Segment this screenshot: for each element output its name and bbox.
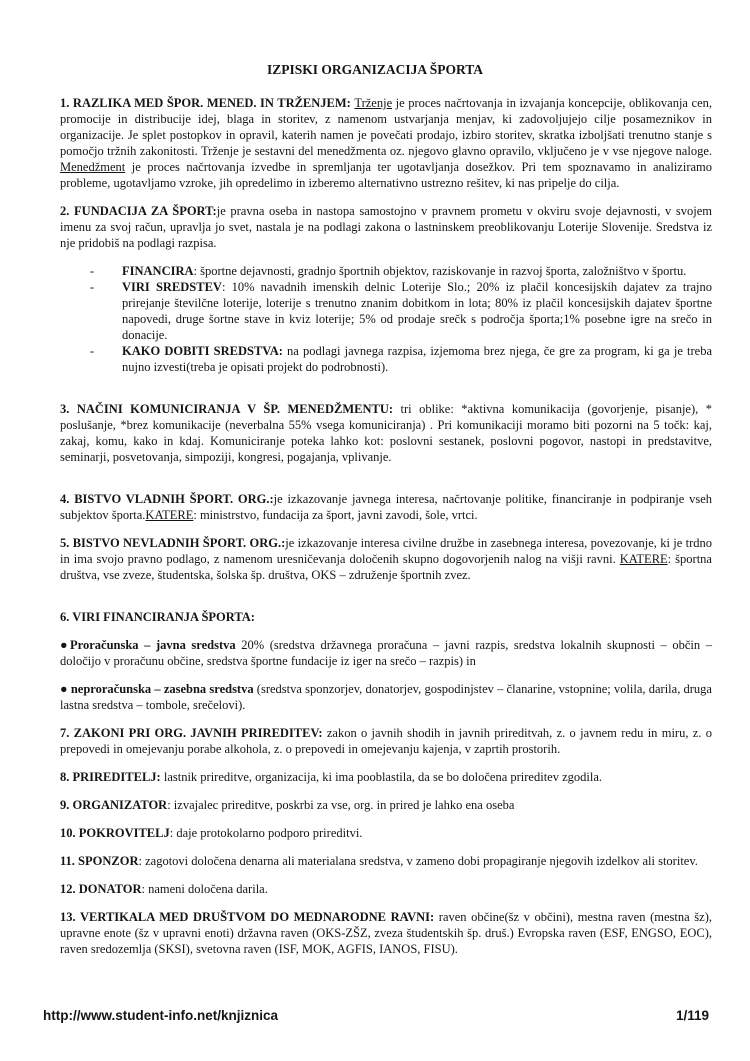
- text-run: KAKO DOBITI SREDSTVA:: [122, 344, 283, 358]
- text-run: 6. VIRI FINANCIRANJA ŠPORTA:: [60, 610, 255, 624]
- text-run: je proces načrtovanja izvedbe in spremljanja ter ugotavljanja dosežkov. Pri tem spoznavamo in analiziramo probleme, ugotavljamo vzroke, jih opredelimo in izberemo alternativno ustrezno rešitev, ki nas pripelje do cilja.: [60, 160, 712, 190]
- dash-bullet-icon: -: [90, 344, 95, 358]
- text-run: Menedžment: [60, 160, 126, 174]
- dash-bullet-icon: -: [90, 280, 95, 294]
- section-8: [60, 769, 712, 785]
- dash-bullet-icon: -: [90, 264, 95, 278]
- section-9: [60, 797, 712, 813]
- text-run: 10. POKROVITELJ: [60, 826, 170, 840]
- blank-line-spacer: [60, 387, 712, 401]
- text-run: : zagotovi določena denarna ali materialana sredstva, v zameno dobi propagiranje njegovih izdelkov ali storitev.: [138, 854, 698, 868]
- blank-line-spacer: [60, 595, 712, 609]
- text-run: 5. BISTVO NEVLADNIH ŠPORT. ORG.:: [60, 536, 286, 550]
- section-11: [60, 853, 712, 869]
- list-item: [60, 279, 712, 343]
- section-4: [60, 491, 712, 523]
- text-run: Trženje: [354, 96, 393, 110]
- page-footer: [43, 1008, 709, 1024]
- text-run: : daje protokolarno podporo prireditvi.: [169, 826, 363, 840]
- list-item: [60, 263, 712, 279]
- text-run: 8. PRIREDITELJ:: [60, 770, 164, 784]
- text-run: 12. DONATOR: [60, 882, 142, 896]
- text-run: je proces načrtovanja in izvajanja koncepcije, oblikovanja cen, promocije in distribucije idej, blaga in storitev, z namenom ustvarjanja menjav, ki zadovoljujejo cilje posameznikov in organizacije. Je splet postopkov in opravil, katerih namen je povečati prodajo, izbiro storitev, skratka izboljšati trenutno stanje s pomočjo tržnih zakonitosti. Trženje je sestavni del menedžmenta oz. njegovo glavno opravilo, vključeno je v vse njegove naloge.: [60, 96, 712, 158]
- text-run: 11. SPONZOR: [60, 854, 139, 868]
- text-run: : izvajalec prireditve, poskrbi za vse, org. in prired je lahko ena oseba: [167, 798, 515, 812]
- text-run: 7. ZAKONI PRI ORG. JAVNIH PRIREDITEV:: [60, 726, 327, 740]
- footer-url: http://www.student-info.net/knjiznica: [43, 1008, 278, 1023]
- section-12: [60, 881, 712, 897]
- section-2: [60, 203, 712, 251]
- section-1: [60, 95, 712, 191]
- text-run: zakon o javnih shodih in javnih prireditvah, z. o javnem redu in miru, z. o prepovedi in omejevanju porabe alkohola, z. o prepovedi in omejevanju kajenja, v zaprtih prostorih.: [60, 726, 713, 756]
- section-6-bullet-1: [60, 637, 712, 669]
- text-run: : športne dejavnosti, gradnjo športnih objektov, raziskovanje in razvoj športa, založništvo v športu.: [193, 264, 687, 278]
- text-run: : nameni določena darila.: [141, 882, 268, 896]
- section-5: [60, 535, 712, 583]
- list-item: [60, 343, 712, 375]
- text-run: raven občine(šz v občini), mestna raven (mestna šz), upravne enote (šz v upravni enoti) državna raven (OKS-ZŠZ, zveza študentskih šp. druš.) Evropska raven (ESF, ENGSO, EOC), raven sredozemlja (SKSI), svetovna raven (ISF, MOK, AGFIS, IANOS, FISU).: [60, 910, 712, 956]
- text-run: ●Proračunska – javna sredstva: [60, 638, 236, 652]
- text-run: VIRI SREDSTEV: [122, 280, 222, 294]
- section-6-heading: [60, 609, 712, 625]
- text-run: : 10% navadnih imenskih delnic Loterije Slo.; 20% iz plačil koncesijskih dajatev za trajno prirejanje številčne loterije, loterije s trenutno znanim dobitkom in lota; 80% iz plačil koncesijskih dajatev športne napovedi, druge šortne stave in kviz loterije; 5% od prodaje srečk s področja športa;1% posebne igre na srečo in donacije.: [122, 280, 713, 342]
- page-title: IZPISKI ORGANIZACIJA ŠPORTA: [266, 62, 484, 77]
- text-run: FINANCIRA: [122, 264, 194, 278]
- document-content: [60, 62, 712, 969]
- text-run: je izkazovanje interesa civilne družbe in zasebnega interesa, povezovanje, ki je trdno in ima svojo pravno podlago, z namenom uresničevanja določenih skupno dogovorjenih nalog na višji ravni.: [60, 536, 712, 566]
- text-run: 20% (sredstva državnega proračuna – javni razpis, sredstva lokalnih skupnosti – občin – določijo v proračunu občine, sredstva športne fundacije iz iger na srečo – razpis) in: [60, 638, 712, 668]
- text-run: je izkazovanje javnega interesa, načrtovanje politike, financiranje in podpiranje vseh subjektov športa.: [60, 492, 712, 522]
- text-run: na podlagi javnega razpisa, izjemoma brez njega, če gre za program, ki ga je treba nujno izvesti(treba je opisati projekt do podrobnosti).: [122, 344, 712, 374]
- text-run: lastnik prireditve, organizacija, ki ima pooblastila, da se bo določena prireditev zgodila.: [163, 770, 603, 784]
- text-run: ● neproračunska – zasebna sredstva: [60, 682, 257, 696]
- section-6-bullet-2: [60, 681, 712, 713]
- page-number: 1/119: [675, 1008, 709, 1023]
- section-2-list: [60, 263, 712, 375]
- text-run: 9. ORGANIZATOR: [60, 798, 168, 812]
- text-run: (sredstva sponzorjev, donatorjev, gospodinjstev – članarine, vstopnine; volila, darila, druga lastna sredstva – tombole, srečelovi).: [60, 682, 712, 712]
- text-run: 3. NAČINI KOMUNICIRANJA V ŠP. MENEDŽMENTU:: [60, 402, 401, 416]
- text-run: : športna društva, vse zveze, študentska, šolska šp. društva, OKS – združenje športnih zvez.: [60, 552, 712, 582]
- section-13: [60, 909, 712, 957]
- document-blocks: [60, 95, 712, 957]
- text-run: 2. FUNDACIJA ZA ŠPORT:: [60, 204, 217, 218]
- blank-line-spacer: [60, 477, 712, 491]
- text-run: 4. BISTVO VLADNIH ŠPORT. ORG.:: [60, 492, 274, 506]
- text-run: KATERE: [145, 508, 194, 522]
- section-10: [60, 825, 712, 841]
- text-run: : ministrstvo, fundacija za šport, javni zavodi, šole, vrtci.: [193, 508, 478, 522]
- section-3: [60, 401, 712, 465]
- text-run: KATERE: [619, 552, 668, 566]
- section-7: [60, 725, 712, 757]
- text-run: 1. RAZLIKA MED ŠPOR. MENED. IN TRŽENJEM:: [60, 96, 355, 110]
- text-run: tri oblike: *aktivna komunikacija (govorjenje, pisanje), * poslušanje, *brez komunikacije (neverbalna 55% vsega komuniciranja) . Pri komunikaciji moramo biti pozorni na 5 točk: kaj, zakaj, komu, kako in kdaj. Komuniciranje poteka lahko kot: poslovni sestanek, poslovni pogovor, nastopi in predstavitve, seminarji, posvetovanja, simpoziji, kongresi, pogajanja, vplivanje.: [60, 402, 712, 464]
- text-run: je pravna oseba in nastopa samostojno v pravnem prometu v okviru svoje dejavnosti, v svojem imenu za svoj račun, upravlja jo svet, nastala je na podlagi zakona o lastninskem preoblikovanju Loterije Slovenije. Sredstva iz nje pridobiš na podlagi razpisa.: [60, 204, 712, 250]
- text-run: 13. VERTIKALA MED DRUŠTVOM DO MEDNARODNE RAVNI:: [60, 910, 439, 924]
